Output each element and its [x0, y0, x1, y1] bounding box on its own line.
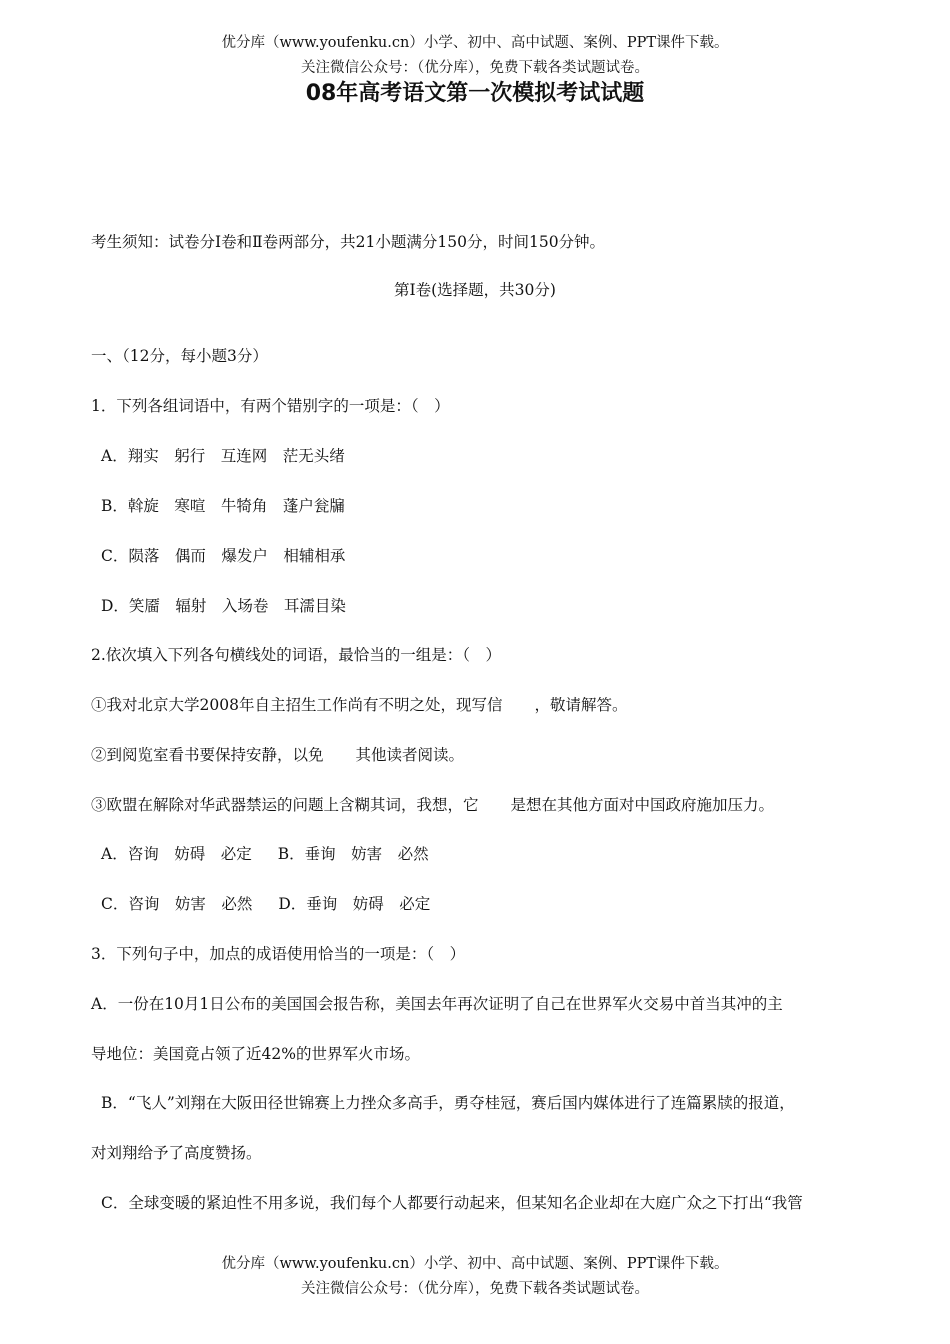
sentence-1-after-blank: ，敬请解答。 — [534, 696, 628, 714]
question-2-stem: 2.依次填入下列各句横线处的词语，最恰当的一组是：（ ） — [91, 646, 502, 664]
footer-line-1: 优分库（www.youfenku.cn）小学、初中、高中试题、案例、PPT课件下载。 — [221, 1256, 729, 1272]
header-line-1: 优分库（www.youfenku.cn）小学、初中、高中试题、案例、PPT课件下载。 — [221, 35, 729, 51]
question-2-option-a: A．咨询 妨碍 必定 — [101, 845, 252, 863]
sentence-3-before-blank: ③欧盟在解除对华武器禁运的问题上含糊其词，我想，它 — [91, 796, 479, 814]
sentence-2-after-blank: 其他读者阅读。 — [355, 746, 465, 764]
question-3-option-c-line-1: C．全球变暖的紧迫性不用多说，我们每个人都要行动起来，但某知名企业却在大庭广众之下打出“我管 — [101, 1194, 803, 1212]
question-3-stem: 3．下列句子中，加点的成语使用恰当的一项是：（ ） — [91, 945, 466, 963]
question-2-option-b: B．垂询 妨害 必然 — [277, 845, 429, 863]
section-heading: 第Ⅰ卷(选择题，共30分) — [394, 281, 556, 299]
question-1-option-b: B．斡旋 寒喧 牛犄角 蓬户瓮牖 — [101, 497, 345, 515]
question-2-option-c: C．咨询 妨害 必然 — [101, 895, 253, 913]
question-1-stem: 1．下列各组词语中，有两个错别字的一项是：（ ） — [91, 397, 450, 415]
question-3-option-a-line-2: 导地位：美国竟占领了近42%的世界军火市场。 — [91, 1045, 420, 1063]
question-1-option-d: D．笑靥 辐射 入场卷 耳濡目染 — [101, 597, 346, 615]
question-3-option-b-line-1: B．“飞人”刘翔在大阪田径世锦赛上力挫众多高手，勇夺桂冠，赛后国内媒体进行了连篇累牍的报道， — [101, 1094, 795, 1112]
footer-line-2: 关注微信公众号：（优分库），免费下载各类试题试卷。 — [301, 1281, 649, 1297]
sentence-1-before-blank: ①我对北京大学2008年自主招生工作尚有不明之处，现写信 — [91, 696, 503, 714]
question-2-options-row-1 — [101, 843, 429, 865]
question-1-option-c: C．陨落 偶而 爆发户 相辅相承 — [101, 547, 346, 565]
header-line-2: 关注微信公众号：（优分库），免费下载各类试题试卷。 — [301, 60, 649, 76]
question-2-option-d: D．垂询 妨碍 必定 — [278, 895, 431, 913]
question-2-sentence-2 — [91, 744, 464, 766]
question-2-options-row-2 — [101, 893, 430, 915]
sentence-2-before-blank: ②到阅览室看书要保持安静，以免 — [91, 746, 324, 764]
question-2-sentence-1 — [91, 694, 627, 716]
question-1-option-a: A．翔实 躬行 互连网 茫无头绪 — [101, 447, 345, 465]
exam-notice: 考生须知：试卷分Ⅰ卷和Ⅱ卷两部分，共21小题满分150分，时间150分钟。 — [91, 233, 606, 251]
question-2-sentence-3 — [91, 794, 774, 816]
question-3-option-b-line-2: 对刘翔给予了高度赞扬。 — [91, 1144, 262, 1162]
page-title: 08年高考语文第一次模拟考试试题 — [305, 81, 645, 106]
question-3-option-a-line-1: A．一份在10月1日公布的美国国会报告称，美国去年再次证明了自己在世界军火交易中首当其冲的主 — [91, 995, 783, 1013]
part-heading: 一、（12分，每小题3分） — [91, 347, 268, 365]
sentence-3-after-blank: 是想在其他方面对中国政府施加压力。 — [510, 796, 775, 814]
